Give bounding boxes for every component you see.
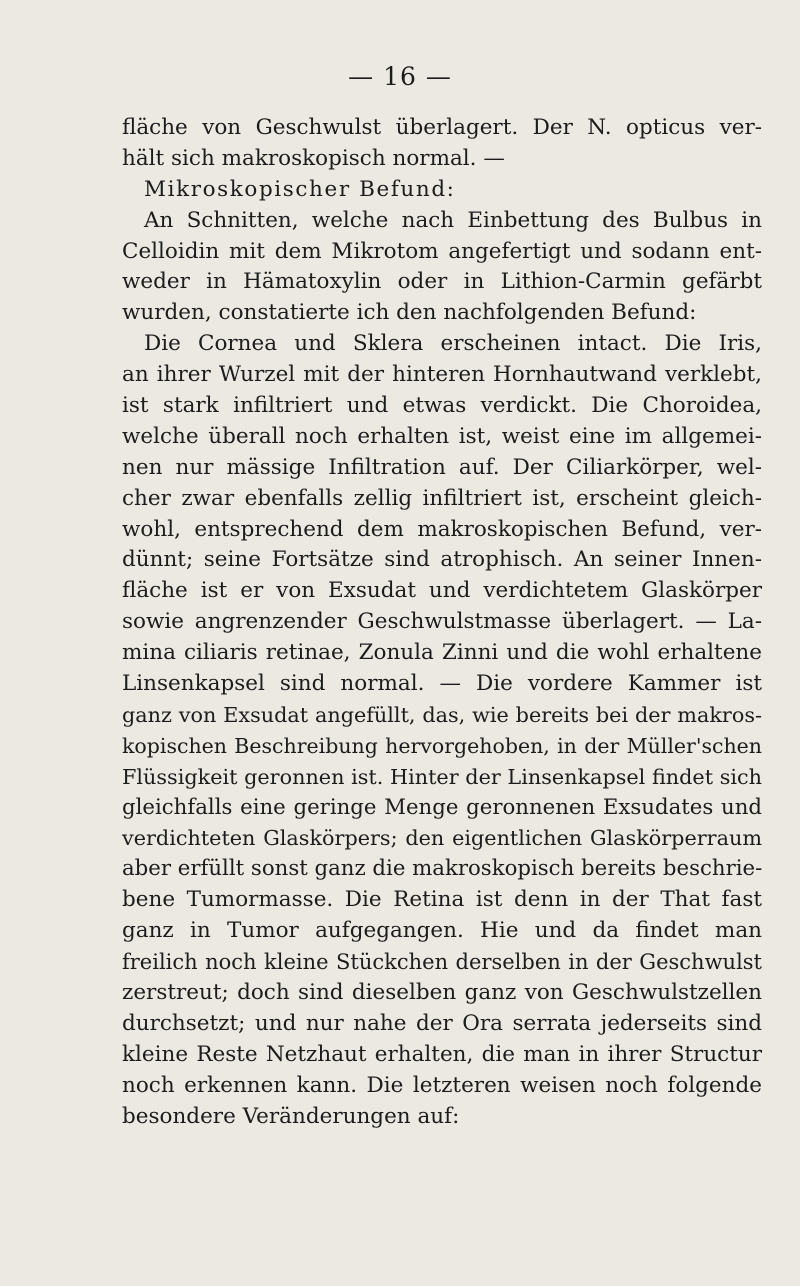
body-text [122,113,762,1132]
text-line: wohl, entsprechend dem makroskopischen Befund, ver- [122,516,762,542]
text-line: freilich noch kleine Stückchen derselben in der Geschwulst [122,950,762,975]
text-line: Celloidin mit dem Mikrotom angefertigt und sodann ent- [122,238,762,264]
page-number: — 16 — [348,62,452,91]
text-line: durchsetzt; und nur nahe der Ora serrata jederseits sind [122,1010,762,1036]
text-line: weder in Hämatoxylin oder in Lithion-Carmin gefärbt [122,269,762,295]
section-heading: Mikroskopischer Befund: [144,176,456,202]
text-line: mina ciliaris retinae, Zonula Zinni und die wohl erhaltene [122,640,762,666]
text-line: gleichfalls eine geringe Menge geronnenen Exsudates und [122,794,762,820]
text-line: Linsenkapsel sind normal. — Die vordere Kammer ist [122,671,762,697]
text-line: welche überall noch erhalten ist, weist eine im allgemei- [122,423,762,449]
text-line: Die Cornea und Sklera erscheinen intact. Die Iris, [144,331,762,357]
text-line: verdichteten Glaskörpers; den eigentlichen Glaskörperraum [122,826,762,851]
text-line: bene Tumormasse. Die Retina ist denn in der That fast [122,887,762,913]
text-line: cher zwar ebenfalls zellig infiltriert ist, erscheint gleich- [122,485,762,511]
text-line: kopischen Beschreibung hervorgehoben, in der Müller'schen [122,733,762,758]
text-line: aber erfüllt sonst ganz die makroskopisch bereits beschrie- [122,856,763,882]
text-line: ganz in Tumor aufgegangen. Hie und da findet man [122,918,762,944]
text-line: Flüssigkeit geronnen ist. Hinter der Linsenkapsel findet sich [122,764,762,789]
text-line: besondere Veränderungen auf: [122,1103,460,1129]
text-line: noch erkennen kann. Die letzteren weisen noch folgende [122,1072,762,1098]
text-line: an ihrer Wurzel mit der hinteren Hornhautwand verklebt, [122,362,762,388]
text-line: nen nur mässige Infiltration auf. Der Ciliarkörper, wel- [122,454,762,480]
text-line: zerstreut; doch sind dieselben ganz von Geschwulstzellen [122,979,762,1005]
text-line: dünnt; seine Fortsätze sind atrophisch. An seiner Innen- [122,547,762,573]
text-line: wurden, constatierte ich den nachfolgenden Befund: [122,300,697,326]
text-line: fläche von Geschwulst überlagert. Der N. opticus ver- [122,115,762,140]
text-line: ganz von Exsudat angefüllt, das, wie bereits bei der makros- [122,702,762,727]
text-line: ist stark infiltriert und etwas verdickt. Die Choroidea, [122,393,762,419]
text-line: An Schnitten, welche nach Einbettung des Bulbus in [144,207,762,233]
text-line: sowie angrenzender Geschwulstmasse überlagert. — La- [122,609,762,635]
text-line: kleine Reste Netzhaut erhalten, die man in ihrer Structur [122,1041,762,1067]
text-line: hält sich makroskopisch normal. — [122,145,505,171]
text-line: fläche ist er von Exsudat und verdichtetem Glaskörper [122,578,762,604]
